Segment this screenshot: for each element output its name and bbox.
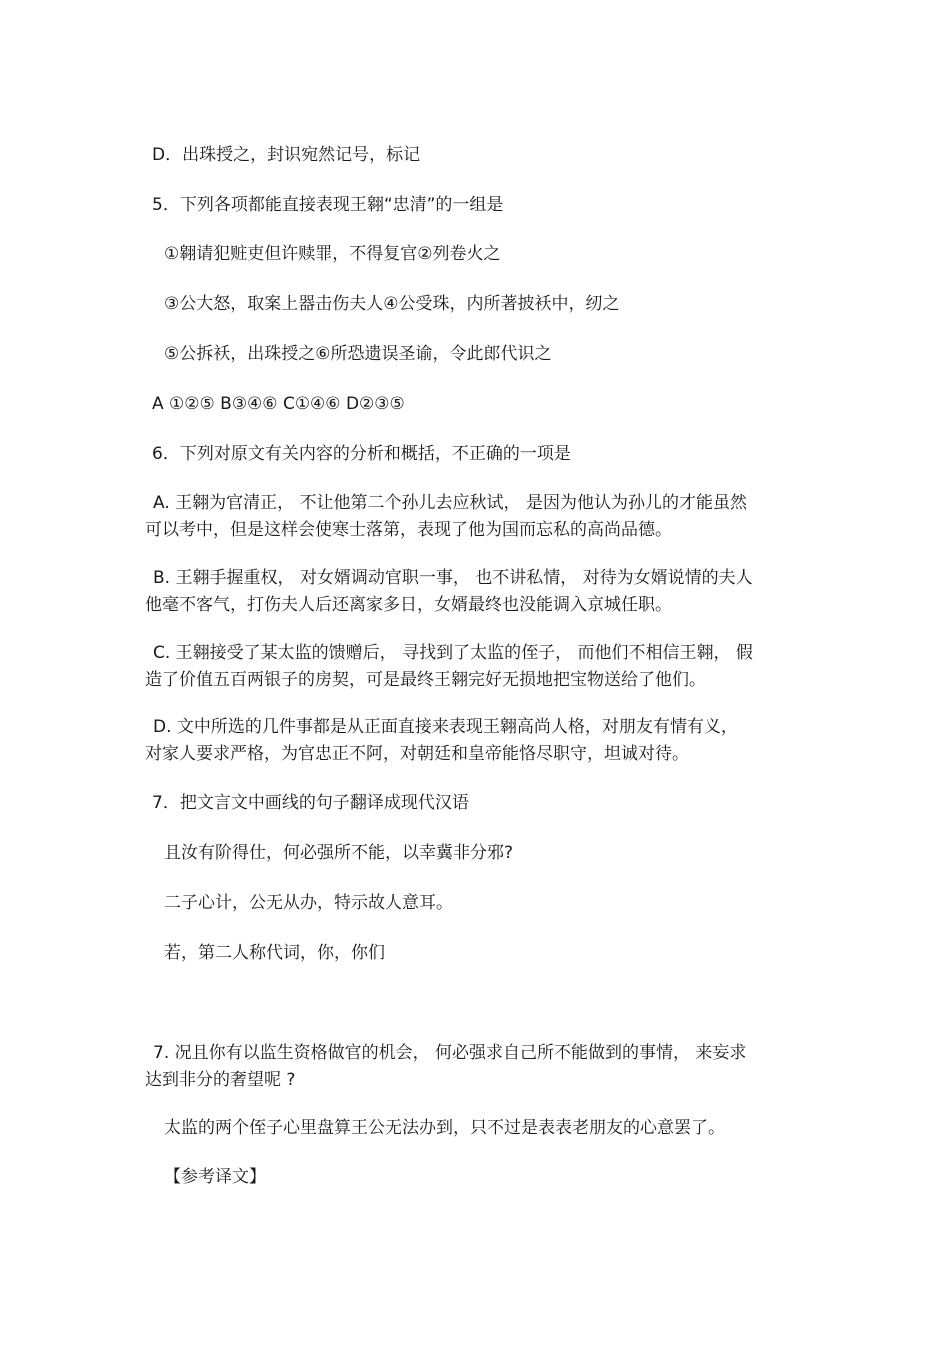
option-c-line-2: 造了价值五百两银子的房契，可是最终王翱完好无损地把宝物送给了他们。 (145, 670, 706, 690)
question-5-items-3: ⑤公拆袄，出珠授之⑥所恐遗误圣谕，令此郎代识之 (164, 344, 552, 364)
option-d-line-2: 对家人要求严格，为官忠正不阿，对朝廷和皇帝能恪尽职守，坦诚对待。 (145, 744, 689, 764)
question-6-option-d (145, 714, 825, 768)
answer-7-line-1: 7. 况且你有以监生资格做官的机会， 何必强求自己所不能做到的事情， 来妄求 (153, 1043, 747, 1063)
question-5: 5．下列各项都能直接表现王翱“忠清”的一组是 (152, 195, 504, 215)
question-7: 7．把文言文中画线的句子翻译成现代汉语 (152, 793, 469, 813)
option-d-line-1: D. 文中所选的几件事都是从正面直接来表现王翱高尚人格，对朋友有情有义， (153, 717, 738, 737)
question-7-sentence-1: 且汝有阶得仕，何必强所不能，以幸冀非分邪? (164, 843, 514, 863)
question-6-option-a (145, 490, 825, 544)
option-a-line-1: A. 王翱为官清正， 不让他第二个孙儿去应秋试， 是因为他认为孙儿的才能虽然 (153, 493, 747, 513)
option-d-line: D．出珠授之，封识宛然记号，标记 (152, 145, 421, 165)
question-7-sentence-2: 二子心计，公无从办，特示故人意耳。 (164, 893, 453, 913)
answer-7-line-2: 达到非分的奢望呢 ? (145, 1070, 296, 1090)
option-b-line-2: 他毫不客气，打伤夫人后还离家多日，女婿最终也没能调入京城任职。 (145, 595, 672, 615)
question-5-options: A ①②⑤ B③④⑥ C①④⑥ D②③⑤ (152, 394, 405, 414)
option-a-line-2: 可以考中，但是这样会使寒士落第，表现了他为国而忘私的高尚品德。 (145, 520, 672, 540)
question-5-items-1: ①翱请犯赃吏但许赎罪，不得复官②列卷火之 (164, 244, 501, 264)
option-b-line-1: B. 王翱手握重权， 对女婿调动官职一事， 也不讲私情， 对待为女婿说情的夫人 (153, 568, 753, 588)
question-5-items-2: ③公大怒，取案上器击伤夫人④公受珠，内所著披袄中，纫之 (164, 294, 620, 314)
answer-7-second: 太监的两个侄子心里盘算王公无法办到，只不过是表表老朋友的心意罢了。 (164, 1118, 725, 1138)
option-c-line-1: C. 王翱接受了某太监的馈赠后， 寻找到了太监的侄子， 而他们不相信王翱， 假 (153, 643, 753, 663)
reference-translation-title: 【参考译文】 (164, 1167, 266, 1187)
question-7-note: 若，第二人称代词，你，你们 (164, 943, 385, 963)
answer-7 (145, 1040, 825, 1094)
question-6: 6．下列对原文有关内容的分析和概括，不正确的一项是 (152, 444, 571, 464)
question-6-option-c (145, 640, 825, 694)
question-6-option-b (145, 565, 825, 619)
